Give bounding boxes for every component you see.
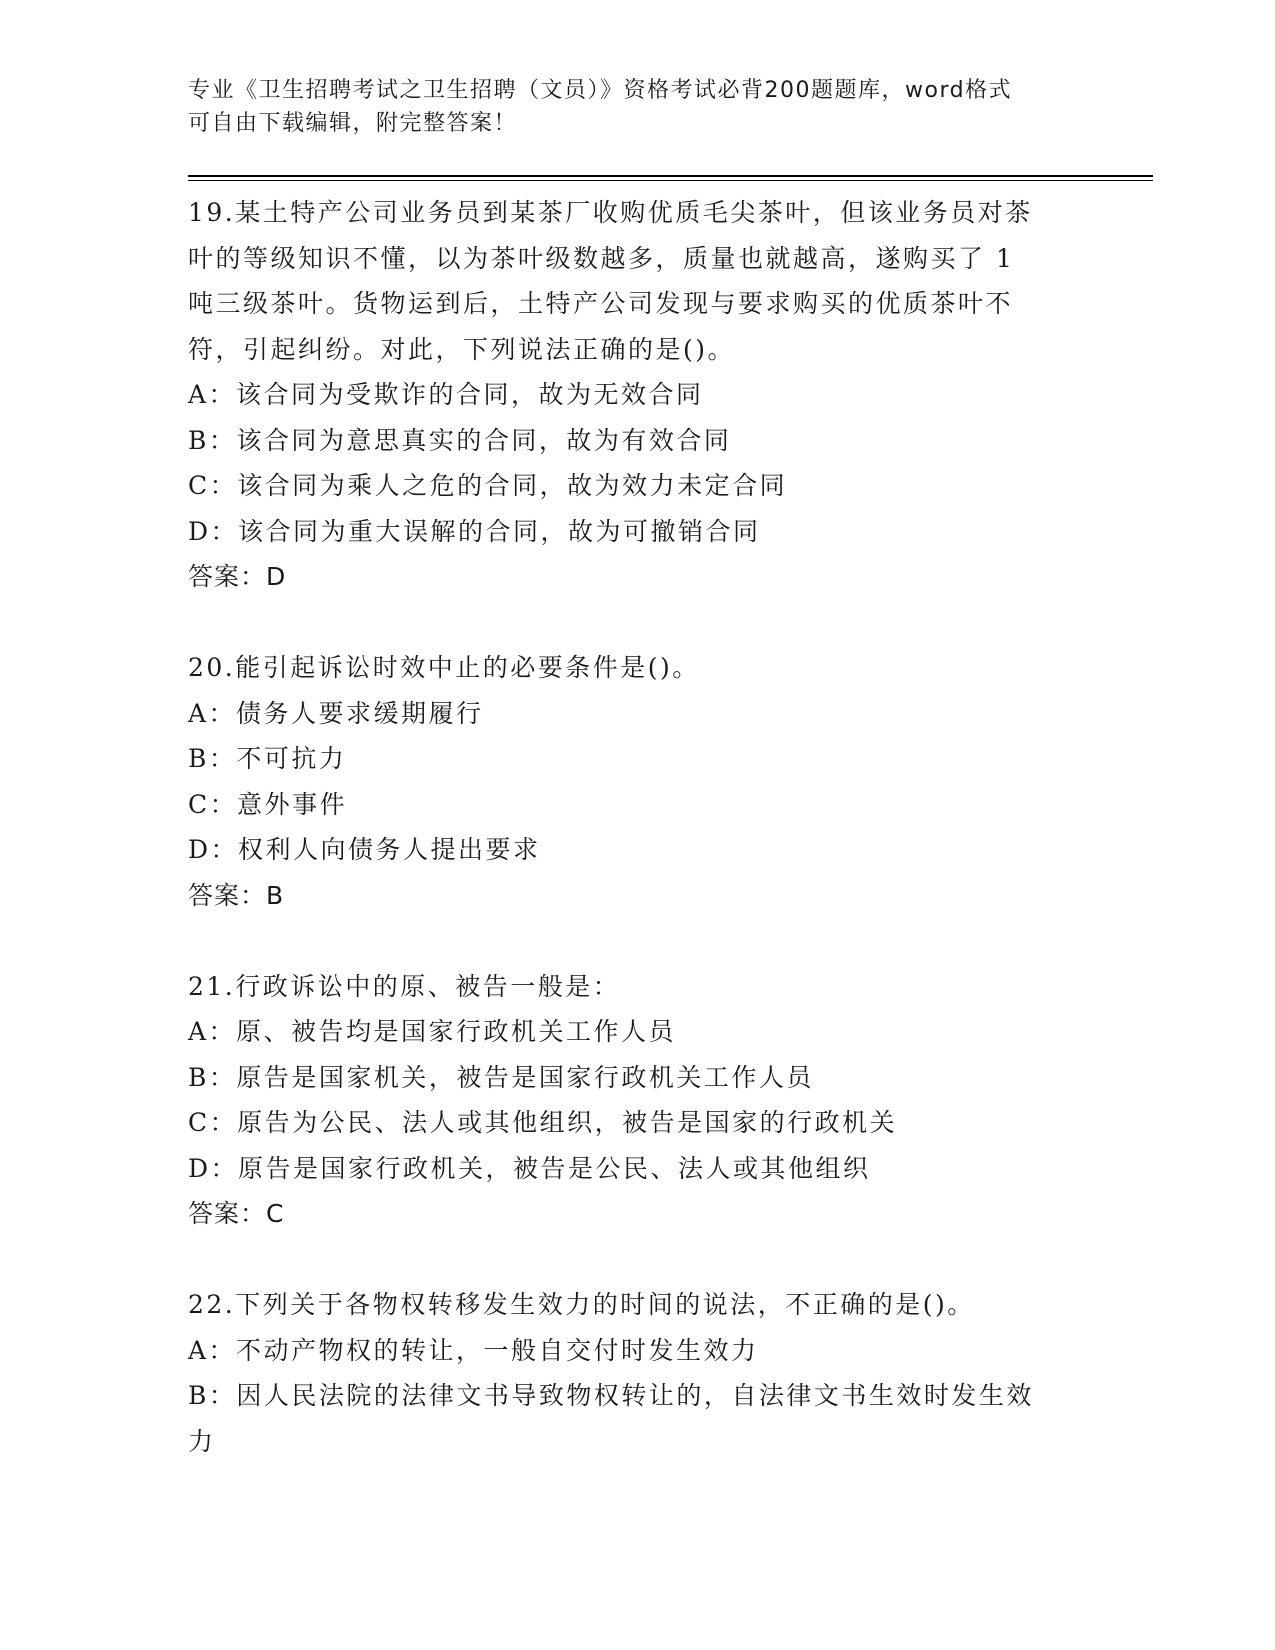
header-divider-thick <box>188 175 1153 177</box>
question-stem-line: 21.行政诉讼中的原、被告一般是： <box>188 971 621 1001</box>
question-spacer <box>188 918 1088 964</box>
header-line-1: 专业《卫生招聘考试之卫生招聘（文员）》资格考试必背200题题库，word格式 <box>188 78 1013 103</box>
option-a: A：不动产物权的转让，一般自交付时发生效力 <box>188 1335 759 1365</box>
question-22 <box>188 1282 1088 1464</box>
header-divider-thin <box>188 180 1153 181</box>
question-stem-line: 20.能引起诉讼时效中止的必要条件是()。 <box>188 653 700 682</box>
question-spacer <box>188 600 1088 646</box>
option-a: A：债务人要求缓期履行 <box>188 698 484 728</box>
option-b: B：原告是国家机关，被告是国家行政机关工作人员 <box>188 1062 814 1092</box>
option-c: C：该合同为乘人之危的合同，故为效力未定合同 <box>188 471 788 500</box>
question-stem-line: 19.某土特产公司业务员到某茶厂收购优质毛尖茶叶，但该业务员对茶 <box>188 198 1033 227</box>
question-stem-line: 吨三级茶叶。货物运到后，土特产公司发现与要求购买的优质茶叶不 <box>188 289 1014 318</box>
question-stem-line: 22.下列关于各物权转移发生效力的时间的说法，不正确的是()。 <box>188 1290 975 1319</box>
option-b: B：该合同为意思真实的合同，故为有效合同 <box>188 425 732 455</box>
header-line-2: 可自由下载编辑，附完整答案！ <box>188 111 518 136</box>
option-d: D：原告是国家行政机关，被告是公民、法人或其他组织 <box>188 1153 871 1183</box>
question-21 <box>188 964 1088 1237</box>
option-b: B：不可抗力 <box>188 744 347 773</box>
question-list <box>188 190 1088 1464</box>
answer: 答案：C <box>188 1199 285 1228</box>
option-b: B：因人民法院的法律文书导致物权转让的，自法律文书生效时发生效 <box>188 1381 1034 1410</box>
option-c: C：意外事件 <box>188 789 348 819</box>
option-b-continued: 力 <box>188 1426 216 1456</box>
option-a: A：原、被告均是国家行政机关工作人员 <box>188 1017 677 1046</box>
document-header <box>188 74 1088 140</box>
question-stem-line: 叶的等级知识不懂，以为茶叶级数越多，质量也就越高，遂购买了 1 <box>188 243 1015 273</box>
question-spacer <box>188 1237 1088 1283</box>
option-d: D：该合同为重大误解的合同，故为可撤销合同 <box>188 516 761 546</box>
option-d: D：权利人向债务人提出要求 <box>188 835 541 864</box>
question-19 <box>188 190 1088 600</box>
option-c: C：原告为公民、法人或其他组织，被告是国家的行政机关 <box>188 1108 898 1137</box>
answer: 答案：D <box>188 562 287 591</box>
option-a: A：该合同为受欺诈的合同，故为无效合同 <box>188 380 704 409</box>
question-20 <box>188 645 1088 918</box>
answer: 答案：B <box>188 880 285 910</box>
question-stem-line: 符，引起纠纷。对此，下列说法正确的是()。 <box>188 334 736 364</box>
